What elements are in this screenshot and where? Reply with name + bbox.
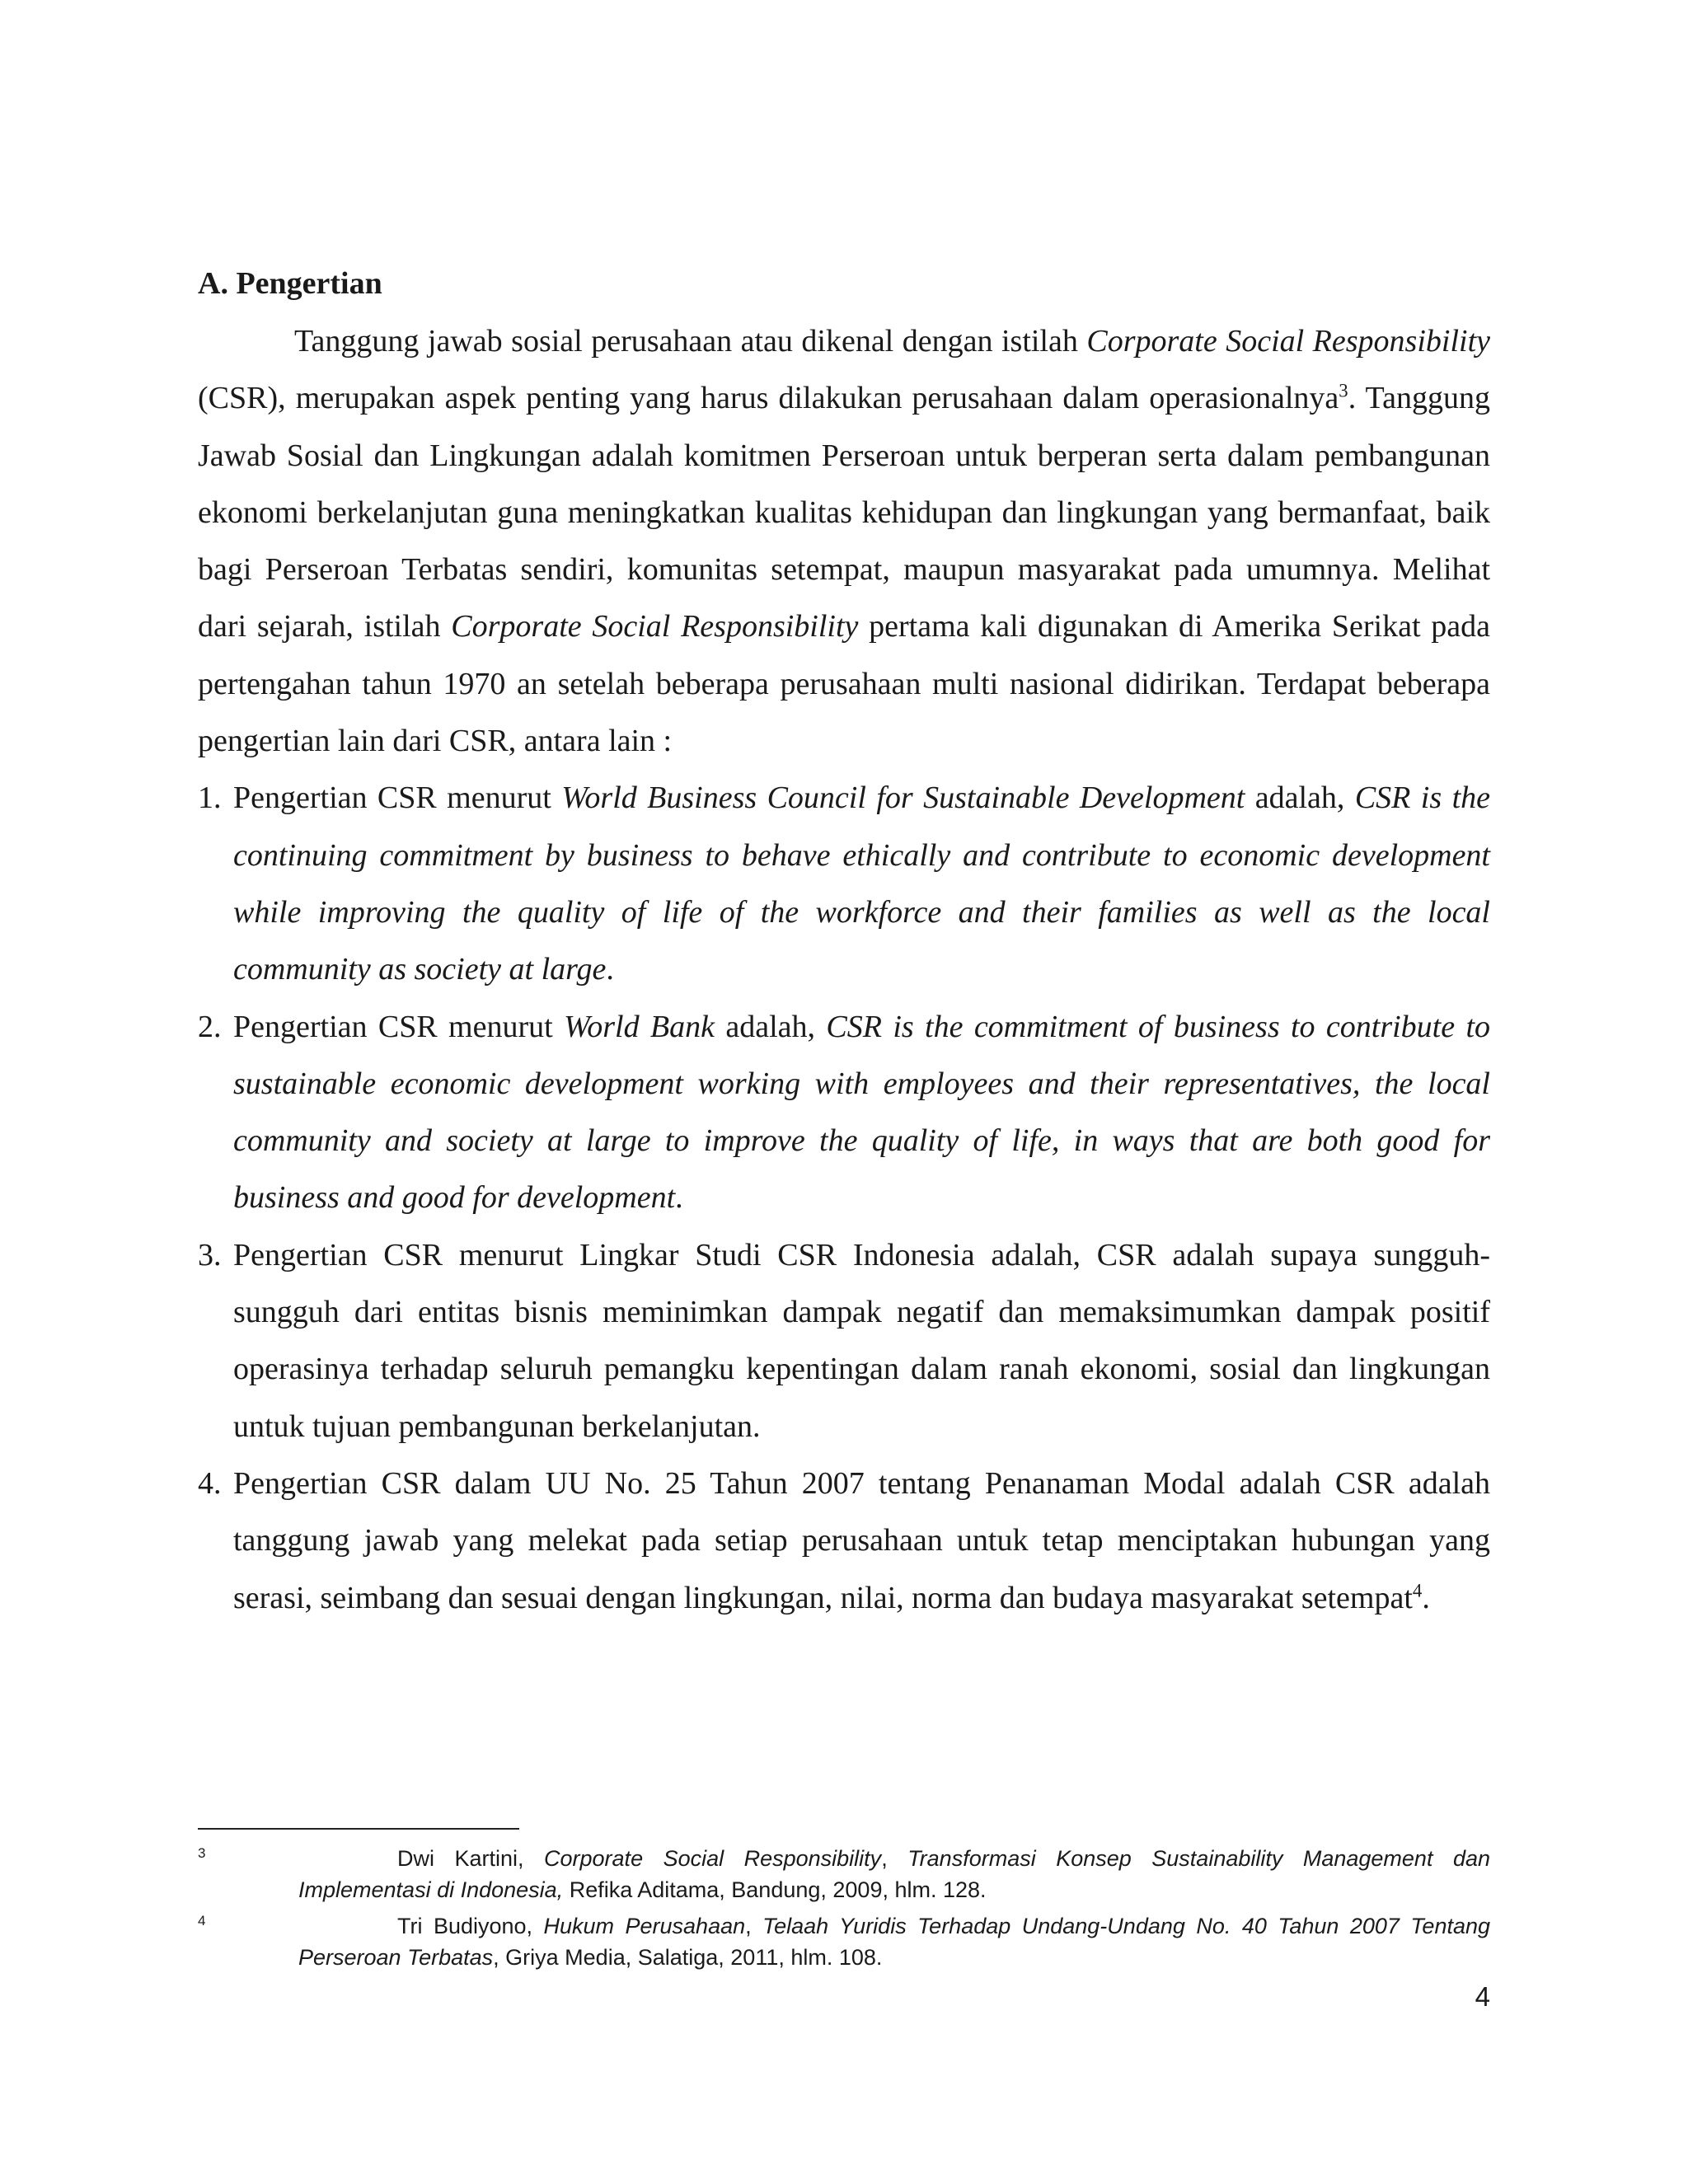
definition-text: Pengertian CSR dalam UU No. 25 Tahun 2007 tentang Penanaman Modal adalah CSR adalah tanggung jawab yang melekat pada setiap perusahaan untuk tetap menciptakan hubungan yang serasi, seimbang dan sesuai dengan lingkungan, nilai, norma dan budaya masyarakat setempat [233, 1465, 1490, 1615]
footnote-publisher: Refika Aditama, Bandung, 2009, hlm. 128. [563, 1877, 987, 1902]
intro-term-csr: Corporate Social Responsibility [1086, 324, 1490, 359]
definition-list [198, 770, 1490, 1626]
footnote-subtitle: Transformasi Konsep Sustainability Management dan Implementasi di Indonesia, [298, 1846, 1490, 1902]
footnote-3 [198, 1843, 1490, 1905]
definition-text: Pengertian CSR menurut [233, 1009, 565, 1044]
footnote-text [198, 1843, 1490, 1905]
list-number: 3. [198, 1237, 222, 1272]
list-number: 1. [198, 780, 222, 816]
footnote-subtitle: Telaah Yuridis Terhadap Undang-Undang No. 40 Tahun 2007 Tentang Perseroan Terbatas [298, 1914, 1491, 1970]
footnote-title: Corporate Social Responsibility [544, 1846, 882, 1871]
intro-text-1: Tanggung jawab sosial perusahaan atau dikenal dengan istilah [294, 324, 1087, 359]
intro-text-3: . Tanggung Jawab Sosial dan Lingkungan adalah komitmen Perseroan untuk berperan serta dalam pembangunan ekonomi berkelanjutan guna meningkatkan kualitas kehidupan dan lingkungan yang bermanfaat, baik bagi Perseroan Terbatas sendiri, komunitas setempat, maupun masyarakat pada umumnya. Melihat dari sejarah, istilah [198, 381, 1490, 644]
footnote-text [198, 1910, 1490, 1973]
footnote-mark: 3 [198, 1845, 206, 1861]
definition-text: . [1422, 1580, 1430, 1615]
page-number: 4 [1475, 1981, 1490, 2012]
footnote-ref-3[interactable]: 3 [1339, 380, 1348, 401]
definition-item [198, 1455, 1490, 1627]
definition-source: World Bank [564, 1009, 715, 1044]
footnote-4 [198, 1910, 1490, 1973]
definition-item [198, 770, 1490, 998]
intro-term-csr-2: Corporate Social Responsibility [451, 609, 859, 644]
definition-text: . [675, 1180, 683, 1216]
footnote-separator [198, 1828, 519, 1830]
intro-text-4: pertama kali digunakan di Amerika Serikat pada pertengahan tahun 1970 an setelah beberapa perusahaan multi nasional didirikan. Terdapat beberapa pengertian lain dari CSR, antara lain : [198, 609, 1490, 759]
definition-item [198, 1227, 1490, 1455]
footnote-separator-text: , [881, 1846, 908, 1871]
definition-text: . [606, 952, 614, 987]
footnote-mark: 4 [198, 1913, 206, 1929]
definition-text: Pengertian CSR menurut [233, 780, 562, 816]
body-text [198, 313, 1490, 1627]
intro-text-2: (CSR), merupakan aspek penting yang harus dilakukan perusahaan dalam operasionalnya [198, 381, 1339, 416]
definition-quote: CSR is the commitment of business to contribute to sustainable economic development working with employees and their representatives, the local community and society at large to improve the quality of life, in ways that are both good for business and good for development [233, 1009, 1491, 1216]
footnote-ref-4[interactable]: 4 [1412, 1579, 1423, 1601]
definition-text: adalah, [715, 1009, 827, 1044]
footnote-title: Hukum Perusahaan [543, 1914, 746, 1938]
section-heading: A. Pengertian [198, 266, 382, 301]
footnote-publisher: , Griya Media, Salatiga, 2011, hlm. 108. [493, 1945, 883, 1970]
definition-item [198, 999, 1490, 1227]
definition-text: Pengertian CSR menurut Lingkar Studi CSR Indonesia adalah, CSR adalah supaya sungguh-sungguh dari entitas bisnis meminimkan dampak negatif dan memaksimumkan dampak positif operasinya terhadap seluruh pemangku kepentingan dalam ranah ekonomi, sosial dan lingkungan untuk tujuan pembangunan berkelanjutan. [233, 1237, 1490, 1444]
definition-quote: CSR is the continuing commitment by business to behave ethically and contribute to economic development while improving the quality of life of the workforce and their families as well as the local community as society at large [233, 780, 1490, 987]
definition-text: adalah, [1245, 780, 1355, 816]
footnote-separator-text: , [745, 1914, 763, 1938]
definition-source: World Business Council for Sustainable Development [561, 780, 1245, 816]
intro-paragraph [198, 313, 1490, 770]
footnote-author: Dwi Kartini, [397, 1846, 545, 1871]
list-number: 2. [198, 1009, 222, 1044]
list-number: 4. [198, 1465, 222, 1501]
footnotes [198, 1843, 1490, 1978]
footnote-author: Tri Budiyono, [397, 1914, 544, 1938]
